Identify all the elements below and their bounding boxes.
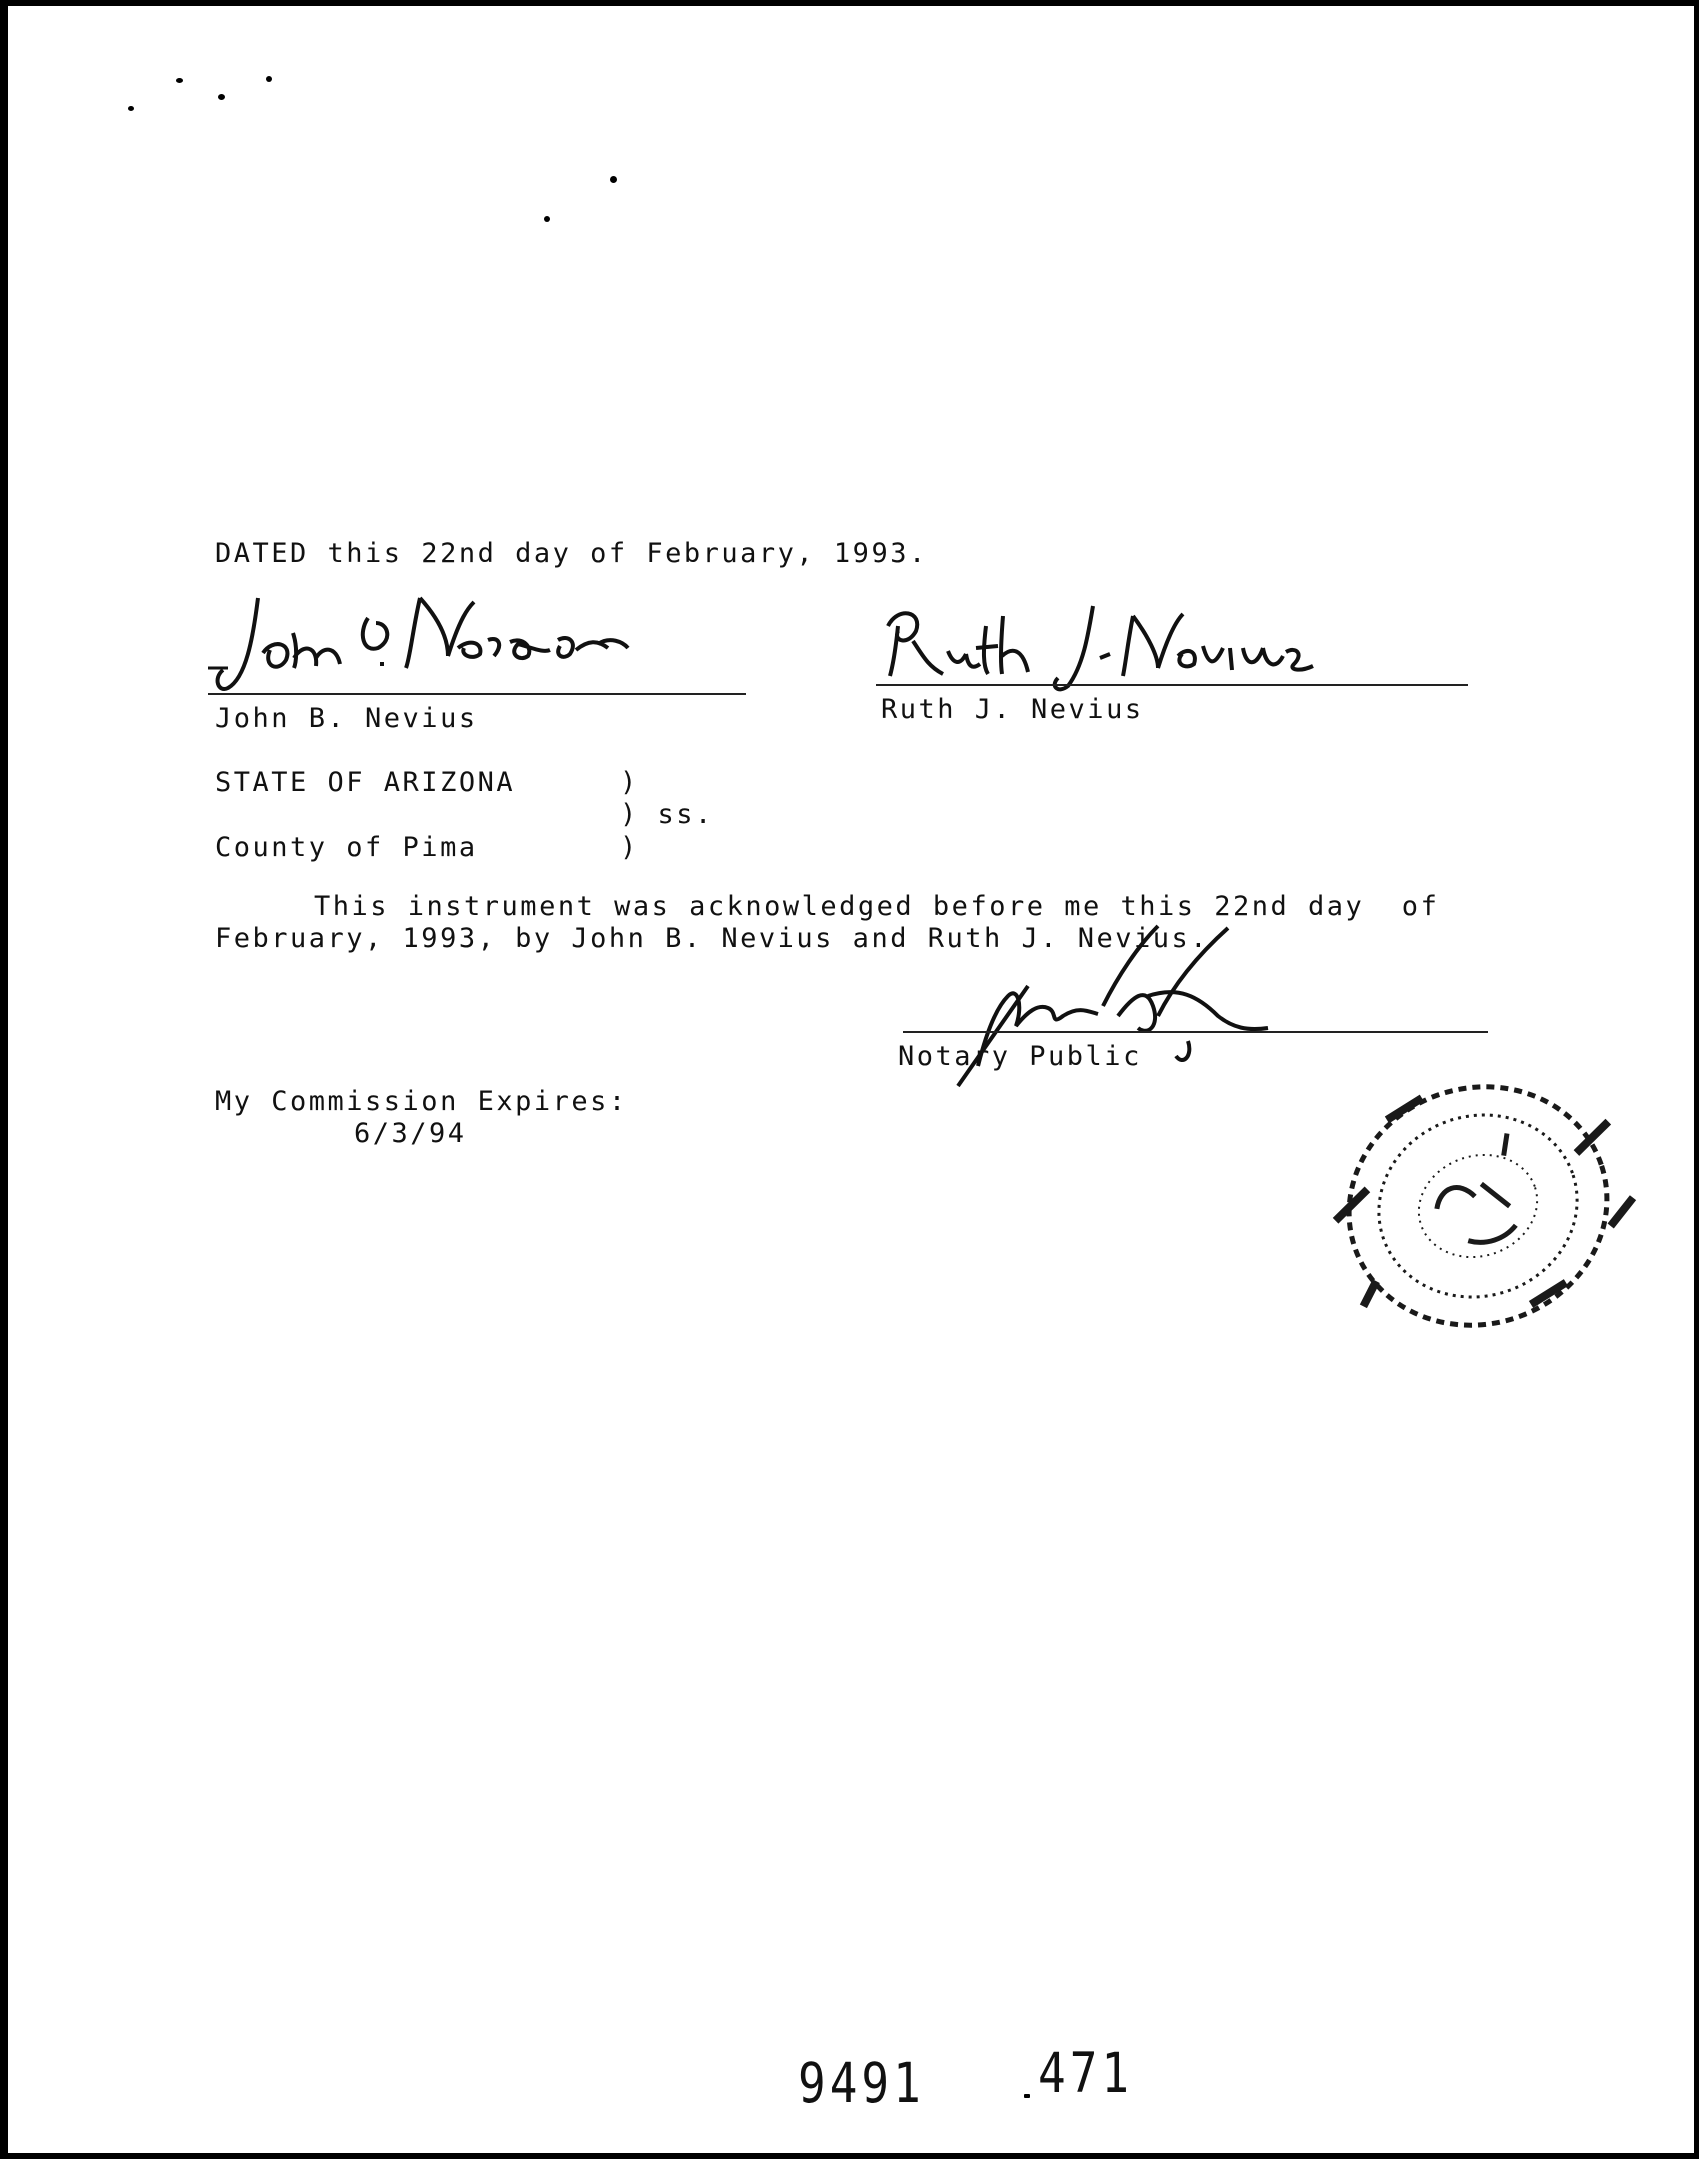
page-number: 471 [1038, 2040, 1134, 2106]
speck [218, 94, 225, 100]
notary-signature [888, 916, 1328, 1106]
state-label: STATE OF ARIZONA [215, 767, 516, 798]
speck [1024, 2094, 1030, 2098]
notary-seal [1318, 1056, 1638, 1356]
notary-public-label: Notary Public [898, 1041, 1142, 1072]
notary-signature-line [903, 1031, 1488, 1033]
ruth-signature-line [876, 684, 1468, 686]
document-page [8, 6, 1694, 2153]
dated-line: DATED this 22nd day of February, 1993. [215, 538, 928, 569]
speck [544, 216, 550, 222]
venue-paren-bottom: ) [620, 832, 639, 863]
ruth-signature [868, 586, 1328, 696]
county-label: County of Pima [215, 832, 478, 863]
speck [266, 76, 272, 82]
speck [610, 176, 617, 183]
commission-date: 6/3/94 [354, 1118, 467, 1149]
john-name-label: John B. Nevius [215, 703, 478, 734]
speck [176, 78, 183, 83]
venue-paren-top: ) [620, 767, 639, 798]
john-signature [198, 578, 658, 698]
commission-label: My Commission Expires: [215, 1086, 628, 1117]
speck [128, 106, 134, 111]
document-number: 9491 [798, 2050, 925, 2116]
ruth-name-label: Ruth J. Nevius [881, 694, 1144, 725]
acknowledgment-line-2: February, 1993, by John B. Nevius and Ruth J. Nevius. [215, 923, 1210, 954]
ss-label: ) ss. [620, 799, 714, 830]
john-signature-line [208, 693, 746, 695]
acknowledgment-line-1: This instrument was acknowledged before me this 22nd day of [314, 891, 1440, 922]
